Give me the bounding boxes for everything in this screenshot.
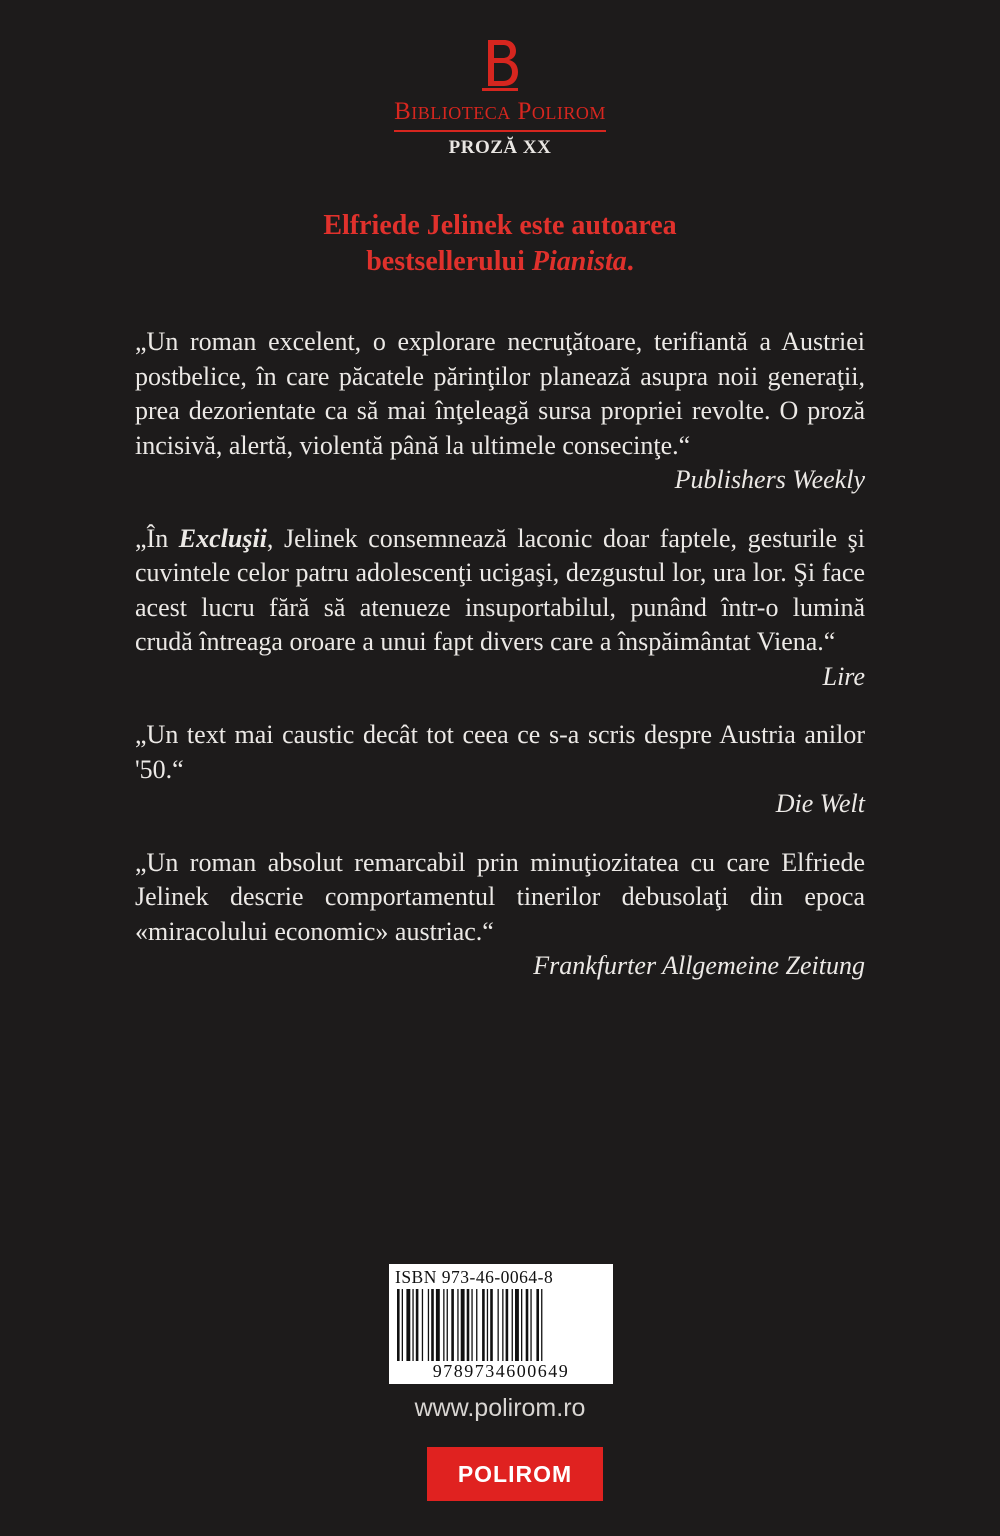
website-link[interactable]: www.polirom.ro: [414, 1394, 586, 1422]
headline-book-title: Pianista: [531, 246, 627, 277]
quote-book-title: Excluşii: [178, 523, 267, 553]
review-quotes: [135, 325, 865, 1008]
ean-number: 9789734600649: [432, 1361, 570, 1381]
isbn-number: ISBN 973-46-0064-8: [395, 1267, 554, 1287]
review-quote: [135, 522, 865, 695]
headline-suffix: .: [626, 246, 634, 277]
quote-source: Die Welt: [775, 789, 865, 818]
quote-text: „Un roman excelent, o explorare necruţătoare, terifiantă a Austriei postbelice, în care păcatele părinţilor planează asupra noii generaţii, prea dezorientate ca să mai înţeleagă sursa propriei revolte. O proză incisivă, alertă, violentă până la ultimele consecinţe.“: [135, 327, 865, 460]
quote-prefix: „În: [135, 523, 179, 553]
quote-source: Frankfurter Allgemeine Zeitung: [533, 951, 865, 980]
quote-body: , Jelinek consemnează laconic doar faptele, gesturile şi cuvintele celor patru adolescenţi ucigaşi, dezgustul lor, ura lor. Şi face acest lucru fără să atenueze insuportabilul, punând într-o lumină crudă întreaga oroare a unui fapt divers care a înspăimântat Viena.“: [135, 523, 866, 656]
review-quote: [135, 846, 865, 984]
series-collection: PROZĂ XX: [448, 137, 552, 158]
polirom-logo-icon: [480, 38, 520, 94]
series-logo: [0, 38, 1000, 159]
series-name: Biblioteca Polirom: [394, 98, 606, 132]
headline-prefix: bestsellerului: [366, 246, 532, 277]
publisher-logo-button[interactable]: POLIROM: [427, 1447, 603, 1501]
barcode-icon: [395, 1289, 607, 1361]
quote-source: Lire: [822, 661, 865, 691]
quote-source: Publishers Weekly: [674, 465, 865, 494]
quote-text: „Un text mai caustic decât tot ceea ce s-a scris despre Austria anilor '50.“: [135, 720, 865, 784]
review-quote: [135, 325, 865, 498]
headline: [0, 208, 1000, 280]
headline-line-2: [0, 244, 1000, 280]
headline-line-1: Elfriede Jelinek este autoarea: [323, 210, 677, 241]
isbn-barcode: [389, 1264, 613, 1384]
review-quote: [135, 718, 865, 822]
quote-text: „Un roman absolut remarcabil prin minuţiozitatea cu care Elfriede Jelinek descrie comportamentul tinerilor debusolaţi din epoca «miracolului economic» austriac.“: [135, 847, 865, 946]
quote-text: [135, 522, 865, 660]
